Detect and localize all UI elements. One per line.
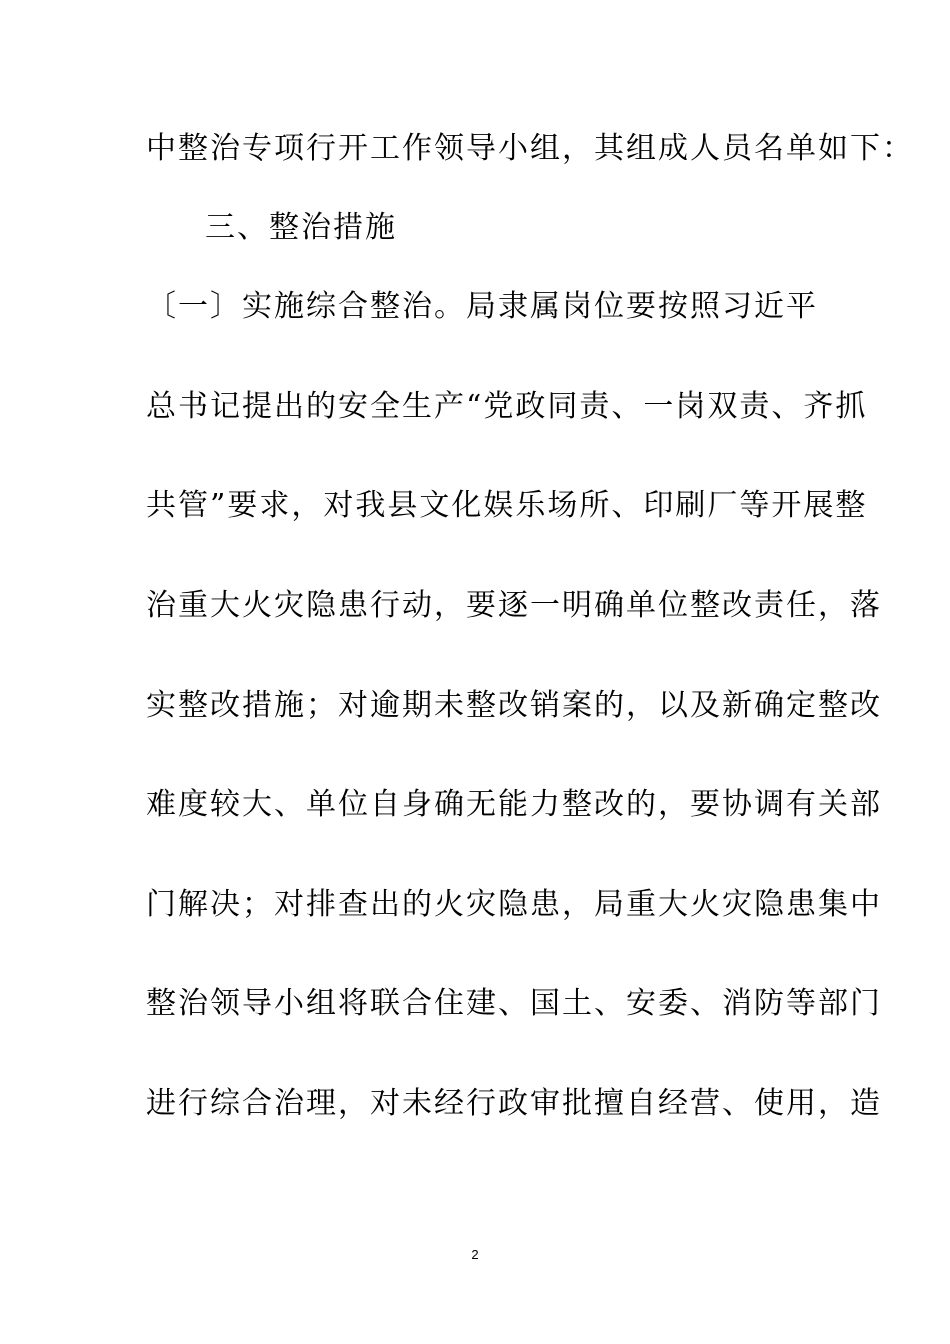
body-text-line: 共管”要求，对我县文化娱乐场所、印刷厂等开展整 <box>146 488 868 523</box>
section-heading: 三、整治措施 <box>205 210 397 245</box>
body-text-line: 门解决；对排查出的火灾隐患，局重大火灾隐患集中 <box>146 887 882 922</box>
body-text-line: 〔一〕实施综合整治。局隶属岗位要按照习近平 <box>146 289 818 324</box>
body-text-line: 难度较大、单位自身确无能力整改的，要协调有关部 <box>146 787 882 822</box>
body-text-line: 中整治专项行开工作领导小组，其组成人员名单如下： <box>146 131 914 166</box>
body-text-line: 实整改措施；对逾期未整改销案的，以及新确定整改 <box>146 688 882 723</box>
body-text-line: 总书记提出的安全生产“党政同责、一岗双责、齐抓 <box>146 389 868 424</box>
page-number: 2 <box>471 1247 479 1262</box>
body-text-line: 治重大火灾隐患行动，要逐一明确单位整改责任，落 <box>146 588 882 623</box>
body-text-line: 进行综合治理，对未经行政审批擅自经营、使用，造 <box>146 1086 882 1121</box>
body-text-line: 整治领导小组将联合住建、国土、安委、消防等部门 <box>146 986 882 1021</box>
